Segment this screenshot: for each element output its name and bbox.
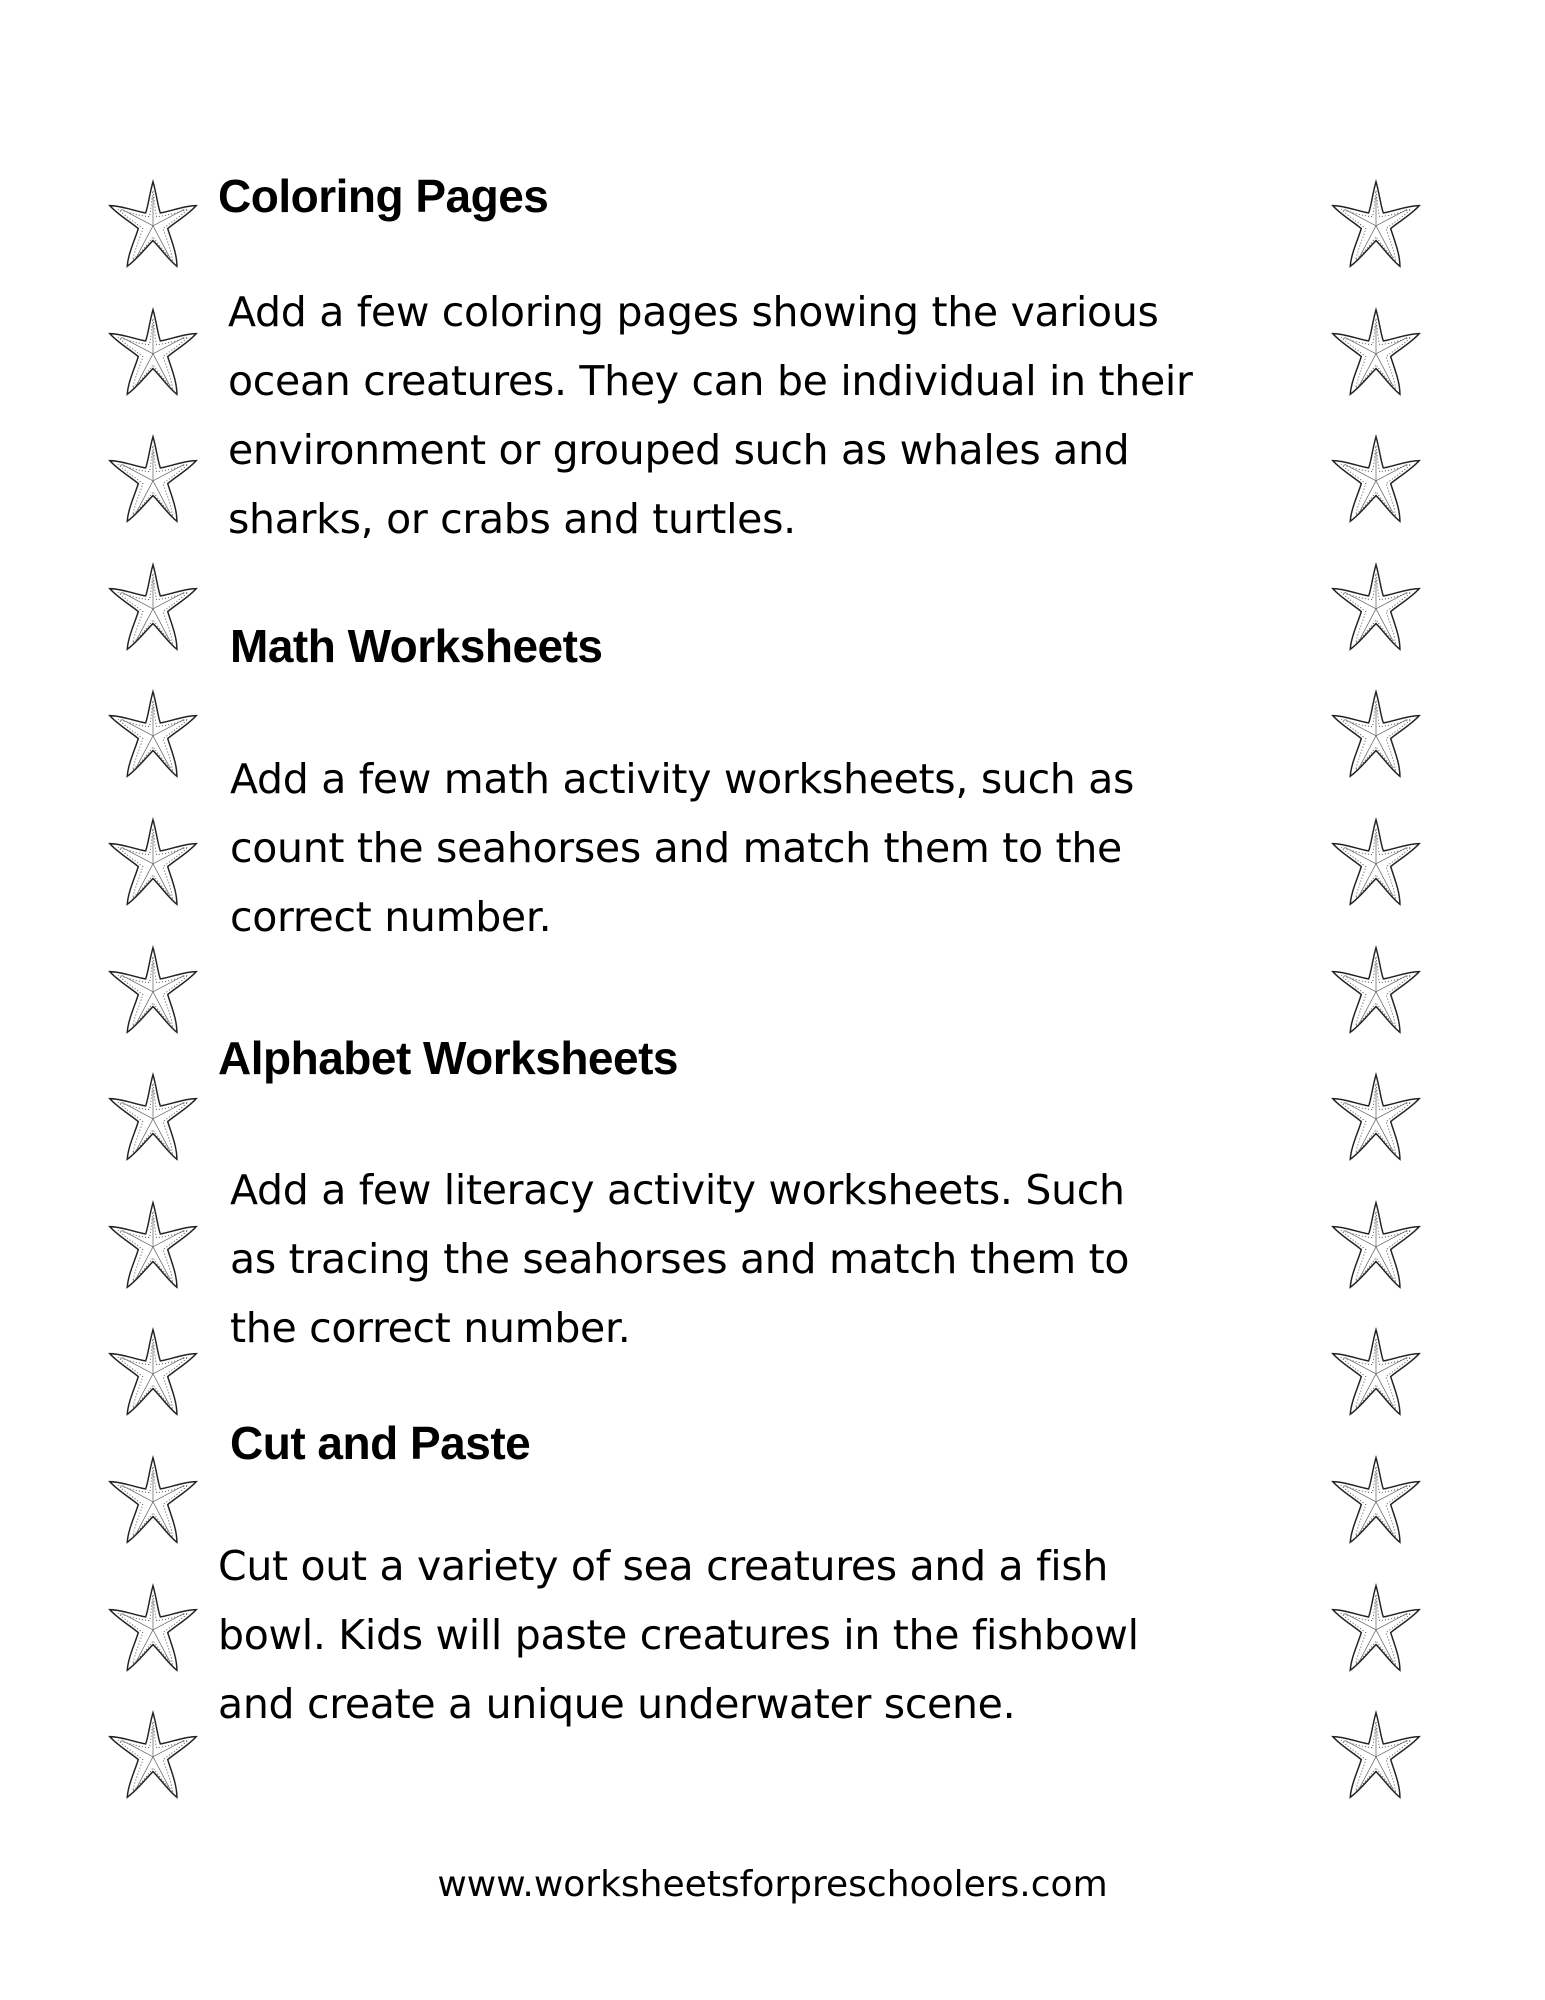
starfish-icon	[1330, 688, 1422, 780]
starfish-icon	[1330, 1454, 1422, 1546]
paragraph-math-worksheets	[230, 745, 1134, 952]
text-line: count the seahorses and match them to the	[230, 824, 1122, 872]
starfish-icon	[1330, 1709, 1422, 1801]
starfish-icon	[1330, 178, 1422, 270]
starfish-icon	[1330, 306, 1422, 398]
starfish-icon	[1330, 944, 1422, 1036]
text-line: correct number.	[230, 893, 552, 941]
starfish-icon	[107, 306, 199, 398]
starfish-icon	[107, 433, 199, 525]
starfish-icon	[1330, 433, 1422, 525]
text-line: environment or grouped such as whales and	[228, 426, 1130, 474]
starfish-icon	[107, 816, 199, 908]
text-line: sharks, or crabs and turtles.	[228, 495, 796, 543]
footer-url: www.worksheetsforpreschoolers.com	[437, 1864, 1108, 1905]
starfish-icon	[1330, 561, 1422, 653]
starfish-icon	[1330, 816, 1422, 908]
starfish-icon	[1330, 1071, 1422, 1163]
text-line: Add a few coloring pages showing the various	[228, 288, 1159, 336]
text-line: ocean creatures. They can be individual in their	[228, 357, 1193, 405]
heading-alphabet-worksheets: Alphabet Worksheets	[218, 1032, 678, 1084]
starfish-icon	[107, 688, 199, 780]
text-line: Add a few literacy activity worksheets. Such	[230, 1166, 1125, 1214]
heading-cut-and-paste: Cut and Paste	[230, 1417, 531, 1469]
starfish-icon	[107, 1454, 199, 1546]
paragraph-alphabet-worksheets	[230, 1156, 1129, 1363]
starfish-icon	[107, 1326, 199, 1418]
starfish-icon	[107, 178, 199, 270]
starfish-icon	[1330, 1582, 1422, 1674]
starfish-icon	[107, 1582, 199, 1674]
starfish-icon	[107, 1709, 199, 1801]
text-line: bowl. Kids will paste creatures in the fishbowl	[218, 1611, 1139, 1659]
text-line: as tracing the seahorses and match them to	[230, 1235, 1130, 1283]
starfish-icon	[1330, 1326, 1422, 1418]
paragraph-coloring-pages	[228, 278, 1193, 554]
starfish-icon	[107, 561, 199, 653]
paragraph-cut-and-paste	[218, 1532, 1139, 1739]
text-line: Cut out a variety of sea creatures and a fish	[218, 1542, 1109, 1590]
starfish-icon	[107, 1071, 199, 1163]
starfish-icon	[107, 1199, 199, 1291]
heading-math-worksheets: Math Worksheets	[230, 620, 603, 672]
starfish-icon	[1330, 1199, 1422, 1291]
text-line: Add a few math activity worksheets, such as	[230, 755, 1135, 803]
heading-coloring-pages: Coloring Pages	[218, 170, 549, 222]
text-line: the correct number.	[230, 1304, 631, 1352]
starfish-icon	[107, 944, 199, 1036]
text-line: and create a unique underwater scene.	[218, 1680, 1016, 1728]
